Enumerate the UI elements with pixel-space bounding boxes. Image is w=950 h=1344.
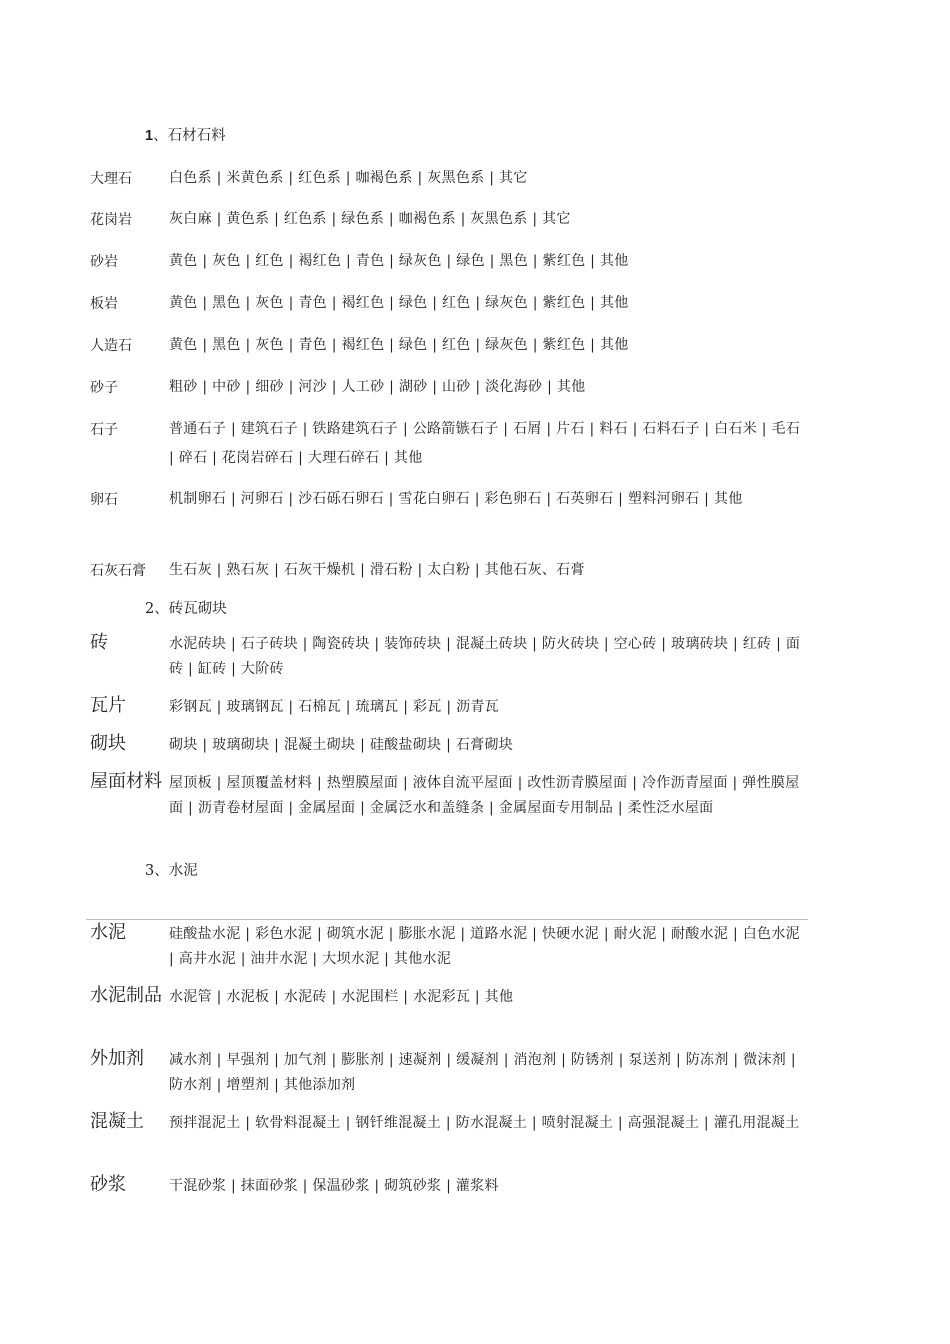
- category-items: 砌块 | 玻璃砌块 | 混凝土砌块 | 硅酸盐砌块 | 石膏砌块: [169, 737, 514, 753]
- category-items: 水泥管 | 水泥板 | 水泥砖 | 水泥围栏 | 水泥彩瓦 | 其他: [169, 989, 514, 1005]
- category-label: 水泥: [90, 922, 126, 943]
- category-label: 花岗岩: [90, 212, 132, 228]
- category-items: 黄色 | 灰色 | 红色 | 褐红色 | 青色 | 绿灰色 | 绿色 | 黑色 | 紫红色 | 其他: [169, 253, 629, 269]
- category-label: 人造石: [90, 338, 132, 354]
- category-items: 灰白麻 | 黄色系 | 红色系 | 绿色系 | 咖褐色系 | 灰黑色系 | 其它: [169, 211, 571, 227]
- category-items: 机制卵石 | 河卵石 | 沙石砾石卵石 | 雪花白卵石 | 彩色卵石 | 石英卵石 | 塑料河卵石 | 其他: [169, 491, 743, 507]
- category-items: 减水剂 | 早强剂 | 加气剂 | 膨胀剂 | 速凝剂 | 缓凝剂 | 消泡剂 | 防锈剂 | 泵送剂 | 防冻剂 | 微沫剂 | 防水剂 | 增塑剂 | 其他添加剂: [169, 1052, 796, 1093]
- category-items: 预拌混泥土 | 软骨料混凝土 | 钢钎维混凝土 | 防水混凝土 | 喷射混凝土 | 高强混凝土 | 灌孔用混凝土: [169, 1115, 800, 1131]
- category-items: 普通石子 | 建筑石子 | 铁路建筑石子 | 公路箭镞石子 | 石屑 | 片石 | 料石 | 石料石子 | 白石米 | 毛石 | 碎石 | 花岗岩碎石 | 大理石碎石 | 其他: [169, 421, 801, 466]
- category-items: 生石灰 | 熟石灰 | 石灰干燥机 | 滑石粉 | 太白粉 | 其他石灰、石膏: [169, 562, 585, 578]
- category-items: 干混砂浆 | 抹面砂浆 | 保温砂浆 | 砌筑砂浆 | 灌浆料: [169, 1178, 499, 1194]
- section-heading-cement: [145, 859, 198, 880]
- category-label: 卵石: [90, 492, 118, 508]
- category-label: 瓦片: [90, 695, 126, 716]
- category-items: 粗砂 | 中砂 | 细砂 | 河沙 | 人工砂 | 湖砂 | 山砂 | 淡化海砂 | 其他: [169, 379, 586, 395]
- section-heading-bricks: [145, 597, 227, 618]
- category-label: 砂子: [90, 380, 118, 396]
- category-label: 砌块: [90, 733, 126, 754]
- category-label: 屋面材料: [90, 771, 162, 792]
- category-label: 砂岩: [90, 254, 118, 270]
- category-label: 大理石: [90, 171, 132, 187]
- section-number: 1: [145, 128, 154, 144]
- category-items: 屋顶板 | 屋顶覆盖材料 | 热塑膜屋面 | 液体自流平屋面 | 改性沥青膜屋面 | 冷作沥青屋面 | 弹性膜屋面 | 沥青卷材屋面 | 金属屋面 | 金属泛水和盖缝条 | 金属屋面专用制品 | 柔性泛水屋面: [169, 775, 800, 816]
- category-items: 黄色 | 黑色 | 灰色 | 青色 | 褐红色 | 绿色 | 红色 | 绿灰色 | 紫红色 | 其他: [169, 337, 629, 353]
- category-items: 彩钢瓦 | 玻璃钢瓦 | 石棉瓦 | 琉璃瓦 | 彩瓦 | 沥青瓦: [169, 699, 499, 715]
- category-label: 水泥制品: [90, 985, 162, 1006]
- category-label: 外加剂: [90, 1048, 144, 1069]
- category-items: 白色系 | 米黄色系 | 红色系 | 咖褐色系 | 灰黑色系 | 其它: [169, 170, 528, 186]
- section-heading-stone: [145, 124, 226, 145]
- category-label: 混凝土: [90, 1111, 144, 1132]
- category-items: 水泥砖块 | 石子砖块 | 陶瓷砖块 | 装饰砖块 | 混凝土砖块 | 防火砖块 | 空心砖 | 玻璃砖块 | 红砖 | 面砖 | 缸砖 | 大阶砖: [169, 636, 801, 677]
- category-label: 板岩: [90, 296, 118, 312]
- category-label: 砂浆: [90, 1174, 126, 1195]
- category-items: 硅酸盐水泥 | 彩色水泥 | 砌筑水泥 | 膨胀水泥 | 道路水泥 | 快硬水泥 | 耐火泥 | 耐酸水泥 | 白色水泥 | 高井水泥 | 油井水泥 | 大坝水泥 | 其他水泥: [169, 926, 800, 967]
- section-title: 2、砖瓦砌块: [145, 601, 227, 617]
- section-title: 、石材石料: [153, 128, 226, 144]
- category-label: 砖: [90, 632, 108, 653]
- category-label: 石灰石膏: [90, 563, 146, 579]
- section-divider: [86, 919, 808, 920]
- section-title: 3、水泥: [145, 863, 198, 879]
- category-items: 黄色 | 黑色 | 灰色 | 青色 | 褐红色 | 绿色 | 红色 | 绿灰色 | 紫红色 | 其他: [169, 295, 629, 311]
- category-label: 石子: [90, 422, 118, 438]
